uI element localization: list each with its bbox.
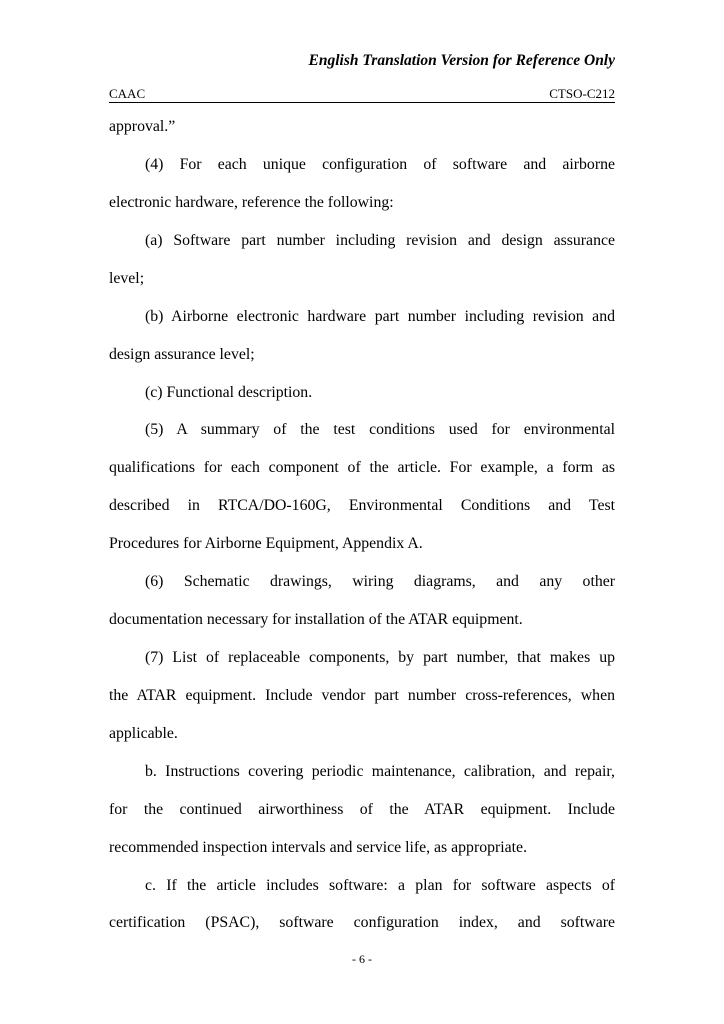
body-line: (7) List of replaceable components, by part number, that makes up (145, 649, 615, 666)
body-line: (b) Airborne electronic hardware part number including revision and (145, 308, 615, 325)
body-line: (a) Software part number including revision and design assurance (145, 232, 615, 249)
header-title: English Translation Version for Reference Only (308, 52, 615, 69)
body-line: described in RTCA/DO-160G, Environmental Conditions and Test (109, 497, 615, 514)
header-doc-id: CTSO-C212 (549, 86, 615, 101)
body-line: certification (PSAC), software configuration index, and software (109, 914, 615, 931)
page-number: - 6 - (352, 952, 372, 966)
body-line: (4) For each unique configuration of software and airborne (145, 156, 615, 173)
body-line: applicable. (109, 725, 178, 742)
body-line: Procedures for Airborne Equipment, Appendix A. (109, 535, 423, 552)
body-line: level; (109, 270, 145, 287)
body-line: (5) A summary of the test conditions used for environmental (145, 421, 615, 438)
header-org: CAAC (109, 86, 146, 101)
body-line: for the continued airworthiness of the ATAR equipment. Include (109, 801, 615, 818)
body-line: qualifications for each component of the article. For example, a form as (109, 459, 615, 476)
body-line: the ATAR equipment. Include vendor part number cross-references, when (109, 687, 615, 704)
body-line: documentation necessary for installation of the ATAR equipment. (109, 611, 523, 628)
body-line: (c) Functional description. (145, 384, 313, 401)
body-line: b. Instructions covering periodic maintenance, calibration, and repair, (145, 763, 615, 780)
header-rule (109, 102, 615, 103)
body-line: (6) Schematic drawings, wiring diagrams, and any other (145, 573, 615, 590)
body-line: recommended inspection intervals and service life, as appropriate. (109, 839, 528, 856)
body-line: electronic hardware, reference the following: (109, 194, 394, 211)
body-line: design assurance level; (109, 346, 255, 363)
body-line: c. If the article includes software: a plan for software aspects of (145, 877, 615, 894)
body-line: approval.” (109, 118, 176, 135)
